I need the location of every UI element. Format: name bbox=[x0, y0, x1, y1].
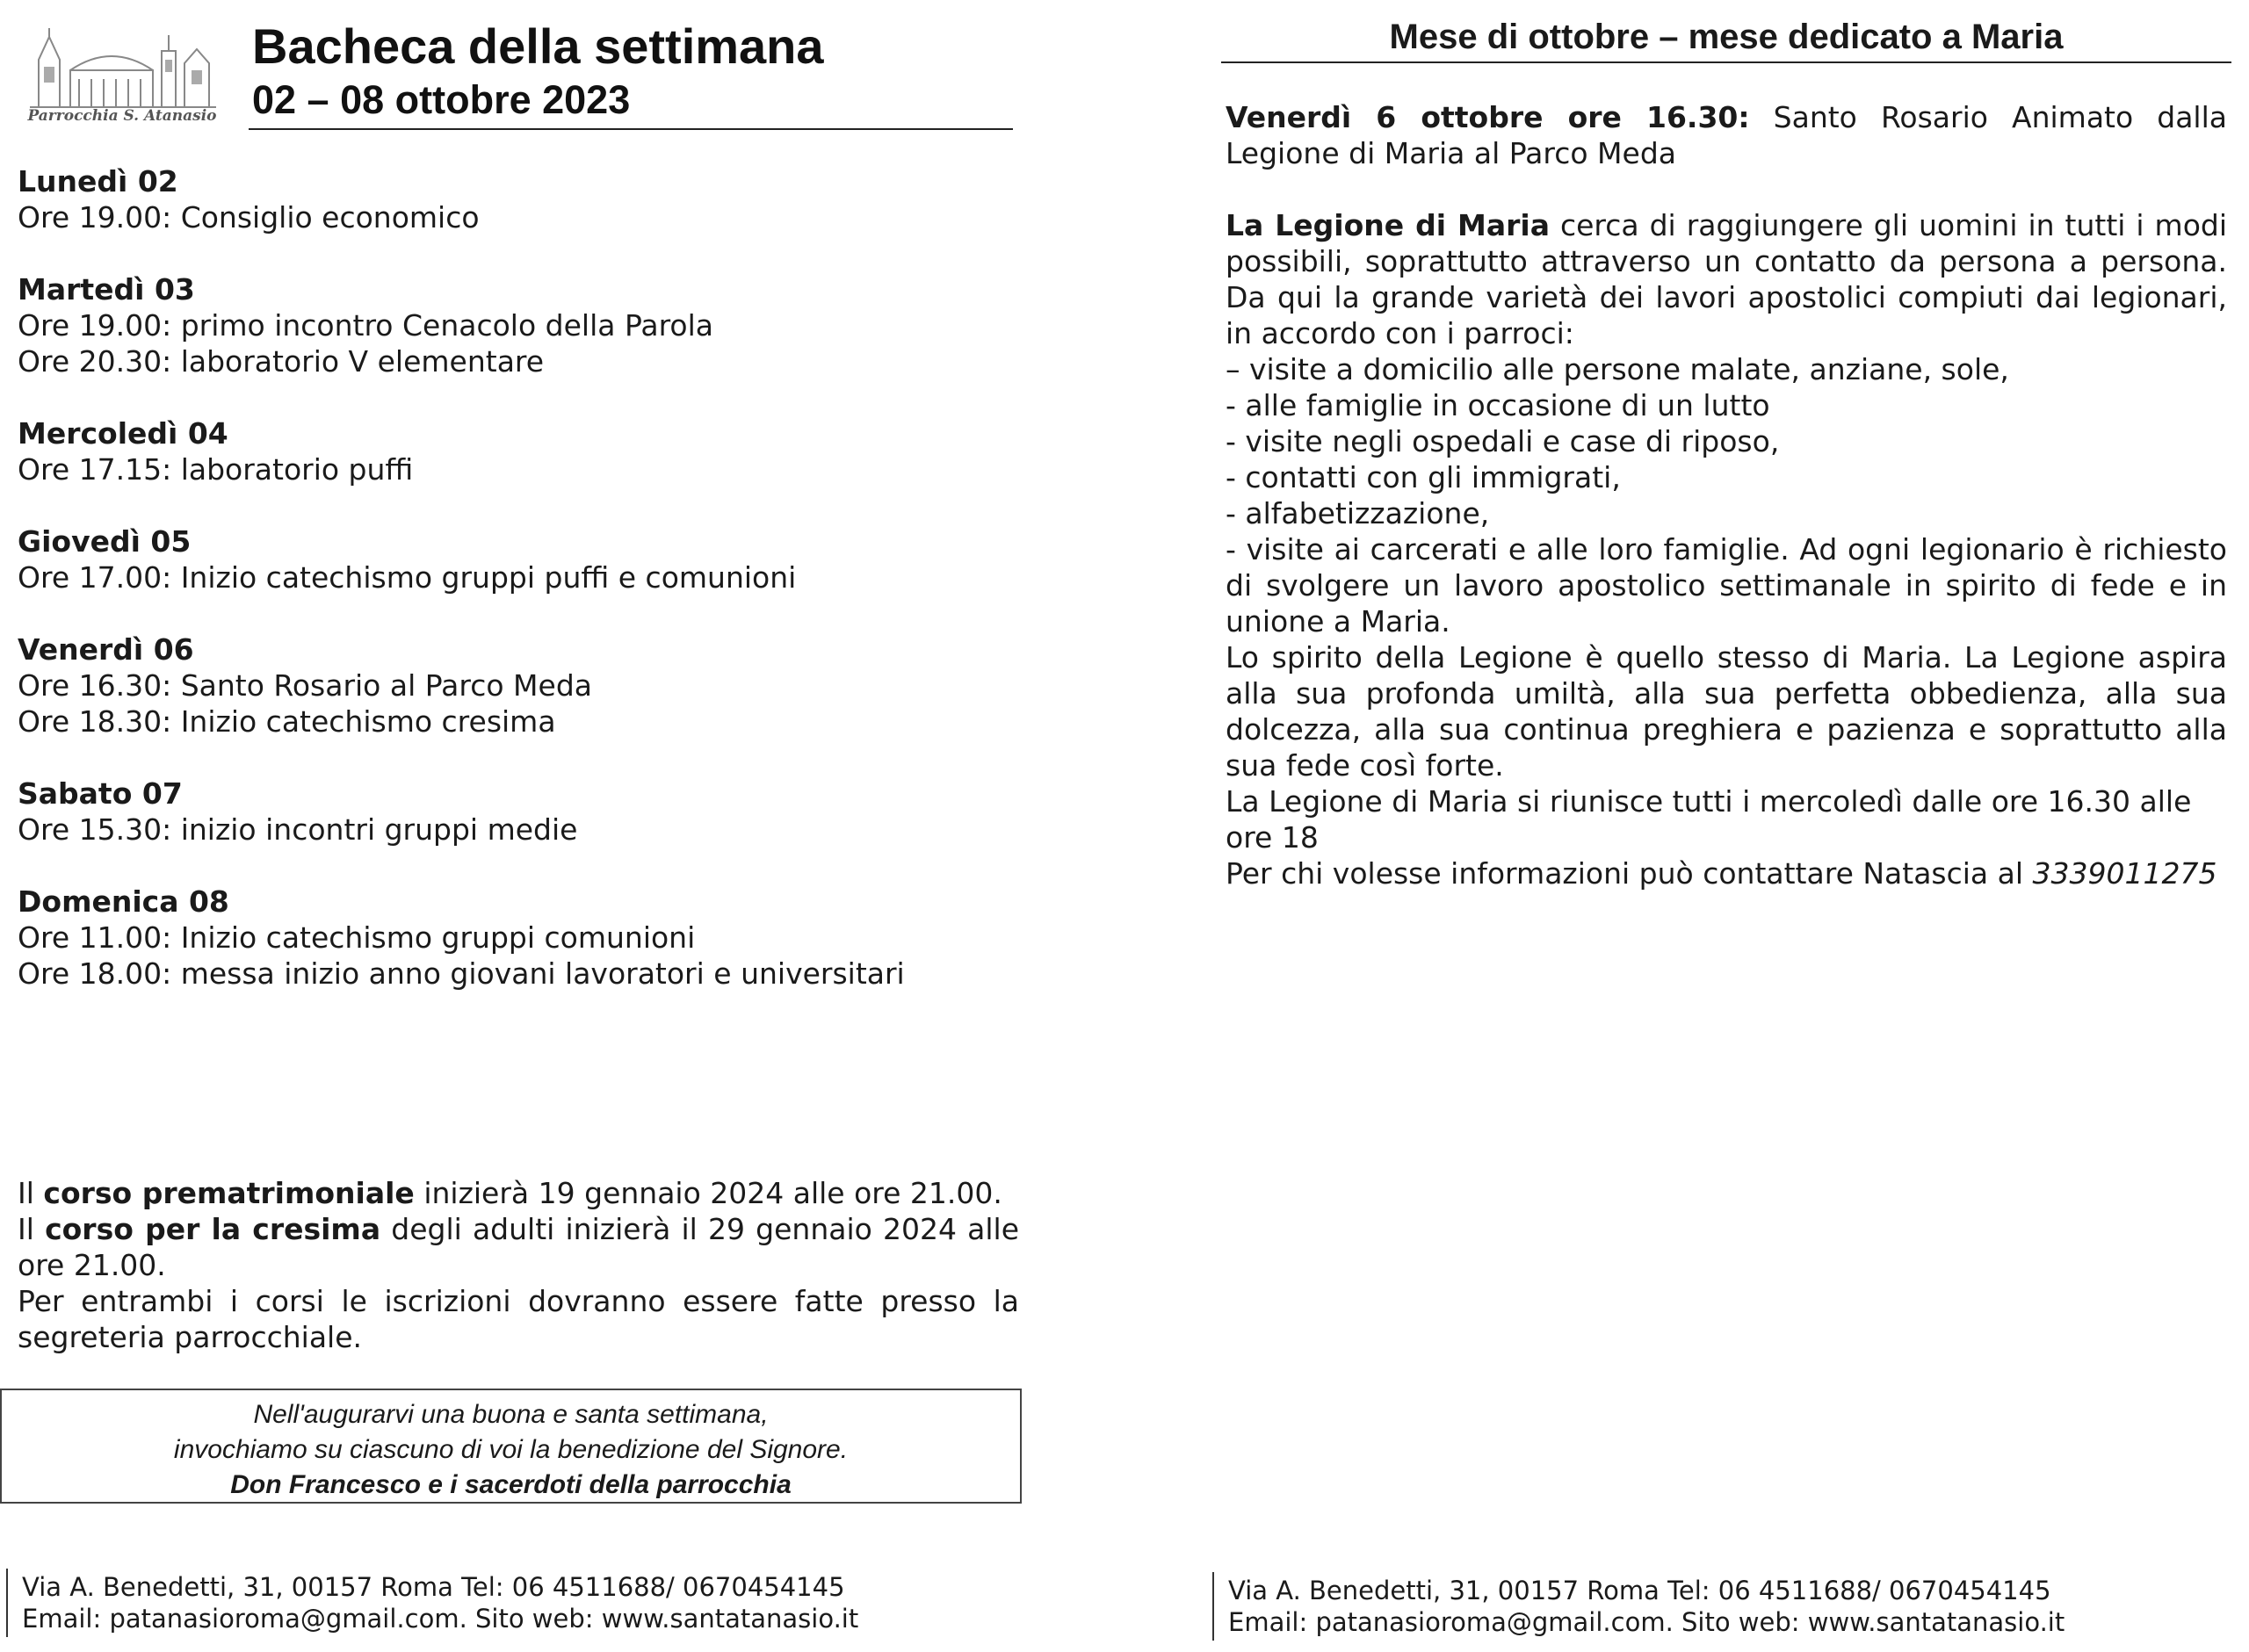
footer-left bbox=[22, 1571, 858, 1634]
text-span: degli adulti inizierà il 29 gennaio 2024 alle ore 21.00. bbox=[18, 1212, 1020, 1282]
event-line: Ore 19.00: primo incontro Cenacolo della Parola bbox=[18, 308, 714, 343]
footer-address: Via A. Benedetti, 31, 00157 Roma Tel: 06 4511688/ 0670454145 bbox=[1228, 1576, 2051, 1605]
activity-item: - visite negli ospedali e case di riposo, bbox=[1226, 424, 1780, 458]
legion-text: cerca di raggiungere gli uomini in tutti i modi possibili, soprattutto attraverso un contatto da persona a persona. Da qui la grande varietà dei lavori apostolici compiuti dai legionari, in accordo con i parroci: bbox=[1226, 208, 2227, 350]
blessing-box bbox=[0, 1389, 1022, 1504]
activity-item: – visite a domicilio alle persone malate, anziane, sole, bbox=[1226, 352, 2009, 386]
registration-line: Per entrambi i corsi le iscrizioni dovranno essere fatte presso la segreteria parrocchiale. bbox=[18, 1284, 1019, 1354]
day-block bbox=[18, 163, 1019, 235]
event-line: Ore 18.00: messa inizio anno giovani lavoratori e universitari bbox=[18, 956, 905, 991]
event-line: Ore 16.30: Santo Rosario al Parco Meda bbox=[18, 668, 592, 703]
text-span: Il bbox=[18, 1212, 46, 1246]
footer-divider bbox=[1212, 1572, 1214, 1641]
spirit-paragraph: Lo spirito della Legione è quello stesso di Maria. La Legione aspira alla sua profonda umiltà, alla sua perfetta obbedienza, alla sua dolcezza, alla sua continua preghiera e pazienza e soprattutto alla sua fede così forte. bbox=[1226, 640, 2227, 783]
rosary-text: Santo Rosario Animato dalla Legione di Maria al Parco Meda bbox=[1226, 100, 2227, 170]
week-range: 02 – 08 ottobre 2023 bbox=[252, 77, 631, 122]
day-block bbox=[18, 523, 1019, 595]
church-building-icon bbox=[21, 25, 223, 109]
contact-text: Per chi volesse informazioni può contattare Natascia al bbox=[1226, 856, 2033, 891]
meeting-paragraph: La Legione di Maria si riunisce tutti i mercoledì dalle ore 16.30 alle ore 18 bbox=[1226, 784, 2192, 855]
text-span: inizierà 19 gennaio 2024 alle ore 21.00. bbox=[414, 1176, 1002, 1210]
event-line: Ore 20.30: laboratorio V elementare bbox=[18, 344, 545, 379]
marriage-course-label: corso prematrimoniale bbox=[43, 1176, 415, 1210]
legion-name: La Legione di Maria bbox=[1226, 208, 1550, 242]
blessing-line: Nell'augurarvi una buona e santa settimana, bbox=[253, 1400, 769, 1429]
contact-phone: 3339011275 bbox=[2032, 856, 2217, 891]
day-block bbox=[18, 776, 1019, 848]
day-block bbox=[18, 271, 1019, 379]
day-block bbox=[18, 415, 1019, 487]
activity-item-last: - visite ai carcerati e alle loro famiglie. Ad ogni legionario è richiesto di svolgere un lavoro apostolico settimanale in spirito di fede e in unione a Maria. bbox=[1226, 532, 2227, 638]
event-line: Ore 19.00: Consiglio economico bbox=[18, 200, 480, 234]
activity-item: - contatti con gli immigrati, bbox=[1226, 460, 1621, 494]
title-divider bbox=[249, 128, 1013, 130]
day-name: Giovedì 05 bbox=[18, 524, 192, 559]
contact-paragraph bbox=[1226, 855, 2227, 891]
page-title: Bacheca della settimana bbox=[252, 18, 824, 74]
event-line: Ore 15.30: inizio incontri gruppi medie bbox=[18, 812, 578, 847]
event-line: Ore 17.00: Inizio catechismo gruppi puffi e comunioni bbox=[18, 560, 797, 595]
rosary-paragraph bbox=[1226, 99, 2227, 171]
day-name: Sabato 07 bbox=[18, 776, 183, 811]
activity-item: - alfabetizzazione, bbox=[1226, 496, 1490, 530]
marriage-course-line bbox=[18, 1175, 1019, 1211]
footer-contact: Email: patanasioroma@gmail.com. Sito web: www.santatanasio.it bbox=[22, 1604, 859, 1634]
blessing-line: invochiamo su ciascuno di voi la benedizione del Signore. bbox=[173, 1435, 849, 1464]
legion-paragraph bbox=[1226, 207, 2227, 351]
day-block bbox=[18, 884, 1019, 992]
day-name: Venerdì 06 bbox=[18, 632, 194, 667]
spacer bbox=[1226, 171, 2227, 207]
footer-address: Via A. Benedetti, 31, 00157 Roma Tel: 06 4511688/ 0670454145 bbox=[22, 1572, 845, 1602]
confirmation-course-label: corso per la cresima bbox=[45, 1212, 381, 1246]
event-line: Ore 11.00: Inizio catechismo gruppi comunioni bbox=[18, 920, 696, 955]
courses-notice bbox=[18, 1175, 1019, 1355]
day-block bbox=[18, 631, 1019, 739]
footer-divider bbox=[6, 1569, 8, 1637]
october-body bbox=[1226, 99, 2227, 891]
event-line: Ore 18.30: Inizio catechismo cresima bbox=[18, 704, 556, 739]
footer-right bbox=[1228, 1575, 2065, 1638]
october-title: Mese di ottobre – mese dedicato a Maria bbox=[1389, 18, 2064, 56]
logo-caption: Parrocchia S. Atanasio bbox=[27, 107, 217, 125]
day-name: Domenica 08 bbox=[18, 884, 229, 919]
footer-contact: Email: patanasioroma@gmail.com. Sito web: www.santatanasio.it bbox=[1228, 1607, 2065, 1637]
activity-item: - alle famiglie in occasione di un lutto bbox=[1226, 388, 1770, 422]
weekly-schedule bbox=[18, 163, 1019, 1028]
day-name: Lunedì 02 bbox=[18, 164, 178, 198]
blessing-signature: Don Francesco e i sacerdoti della parrocchia bbox=[230, 1470, 792, 1499]
day-name: Mercoledì 04 bbox=[18, 416, 228, 451]
day-name: Martedì 03 bbox=[18, 272, 195, 307]
confirmation-course-line bbox=[18, 1211, 1019, 1283]
event-line: Ore 17.15: laboratorio puffi bbox=[18, 452, 414, 487]
parish-logo bbox=[21, 25, 223, 128]
text-span: Il bbox=[18, 1176, 44, 1210]
october-title-divider bbox=[1221, 61, 2231, 63]
rosary-date: Venerdì 6 ottobre ore 16.30: bbox=[1226, 100, 1750, 134]
